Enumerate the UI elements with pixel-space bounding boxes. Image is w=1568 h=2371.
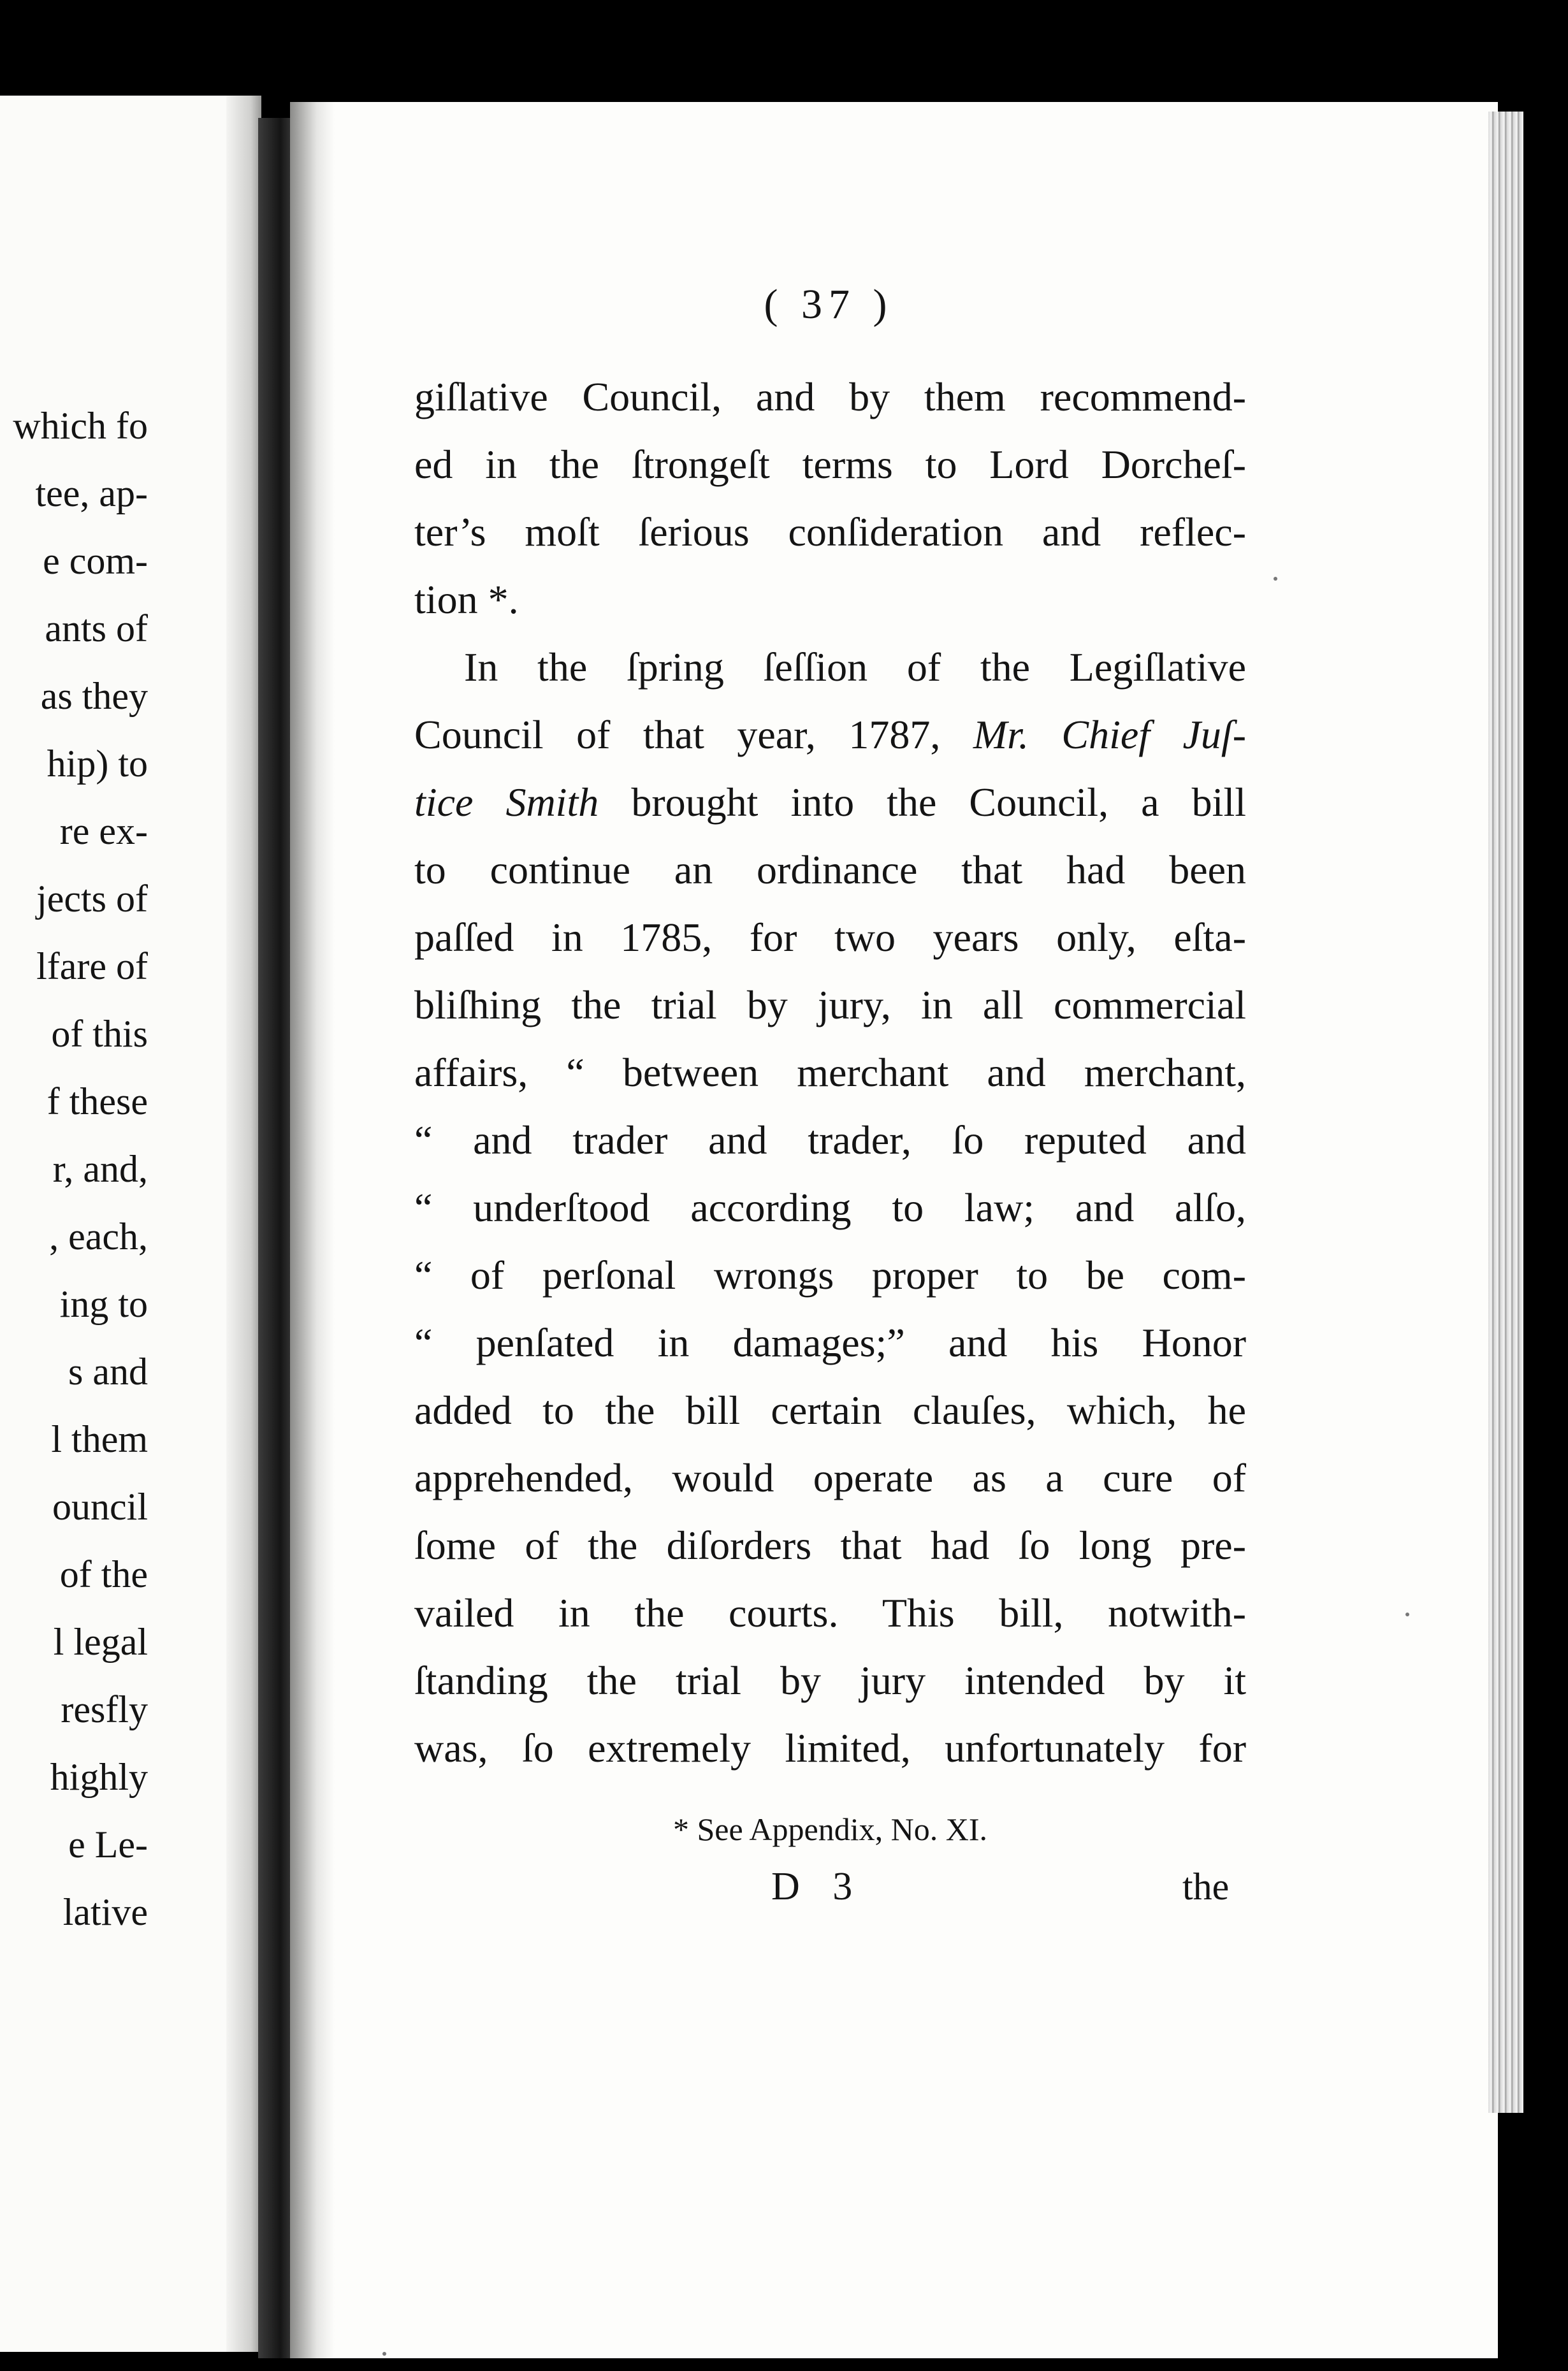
left-line: resfly <box>61 1688 148 1730</box>
left-line: jects of <box>36 878 148 920</box>
left-line: of the <box>59 1553 148 1595</box>
page-number: ( 37 ) <box>764 281 894 328</box>
left-line: ouncil <box>52 1486 148 1528</box>
left-line: ants of <box>45 607 148 649</box>
left-line: s and <box>68 1351 148 1393</box>
text-line: apprehended, would operate as a cure of <box>414 1455 1246 1500</box>
left-line: hip) to <box>47 743 148 785</box>
text-line: “ of perſonal wrongs proper to be com- <box>414 1252 1246 1298</box>
italic-name: tice Smith <box>414 779 599 825</box>
left-line: r, and, <box>52 1148 148 1190</box>
left-line: e com- <box>43 540 148 582</box>
left-line: tee, ap- <box>35 472 148 514</box>
italic-name: Mr. Chief Juſ- <box>973 712 1246 757</box>
left-line: , each, <box>49 1215 148 1258</box>
text-line: ter’s moſt ſerious conſideration and reflec- <box>414 509 1246 555</box>
text-run: Council of that year, 1787, <box>414 712 973 757</box>
left-line: lative <box>62 1891 148 1933</box>
text-line: tion *. <box>414 577 519 622</box>
footnote: * See Appendix, No. XI. <box>673 1811 987 1847</box>
text-line: to continue an ordinance that had been <box>414 847 1246 892</box>
signature-mark: D 3 <box>771 1865 864 1908</box>
text-line: giſlative Council, and by them recommend- <box>414 374 1246 419</box>
left-line: as they <box>40 675 148 717</box>
paper-speck <box>1405 1613 1409 1616</box>
text-line: vailed in the courts. This bill, notwith- <box>414 1590 1246 1635</box>
text-line-with-italic <box>414 701 1246 769</box>
page-edges <box>1488 112 1523 2113</box>
left-line: highly <box>50 1756 148 1798</box>
left-line: lfare of <box>36 945 148 987</box>
left-line: e Le- <box>68 1824 148 1866</box>
text-line: affairs, “ between merchant and merchant, <box>414 1050 1246 1095</box>
catchword: the <box>1182 1866 1230 1908</box>
paper-speck <box>1274 577 1277 581</box>
text-line: ſome of the diſorders that had ſo long pre- <box>414 1523 1246 1568</box>
text-line: was, ſo extremely limited, unfortunately for <box>414 1725 1246 1771</box>
text-line: bliſhing the trial by jury, in all commercial <box>414 982 1246 1027</box>
text-line: ſtanding the trial by jury intended by it <box>414 1658 1246 1703</box>
left-page-gutter-shadow <box>226 96 261 2352</box>
paper-speck <box>382 2352 386 2356</box>
paragraph-first-line: In the ſpring ſeſſion of the Legiſlative <box>464 644 1246 690</box>
left-line: of this <box>51 1013 148 1055</box>
left-line: which fo <box>13 405 148 447</box>
text-line-with-italic <box>414 769 1246 836</box>
right-page-gutter-shadow <box>290 102 335 2358</box>
text-line: ed in the ſtrongeſt terms to Lord Dorcheſ- <box>414 442 1246 487</box>
text-line: “ penſated in damages;” and his Honor <box>414 1320 1246 1365</box>
left-line: f these <box>47 1080 148 1122</box>
left-line: ing to <box>59 1283 148 1325</box>
left-line: l them <box>51 1418 148 1460</box>
text-line: “ underſtood according to law; and alſo, <box>414 1185 1246 1230</box>
left-page-text-fragment <box>0 392 148 1946</box>
left-line: l legal <box>53 1621 148 1663</box>
body-text <box>414 363 1246 1782</box>
left-line: re ex- <box>59 810 148 852</box>
text-line: paſſed in 1785, for two years only, eſta- <box>414 915 1246 960</box>
text-run: brought into the Council, a bill <box>599 779 1246 825</box>
text-line: added to the bill certain clauſes, which, he <box>414 1388 1246 1433</box>
text-line: “ and trader and trader, ſo reputed and <box>414 1117 1246 1163</box>
